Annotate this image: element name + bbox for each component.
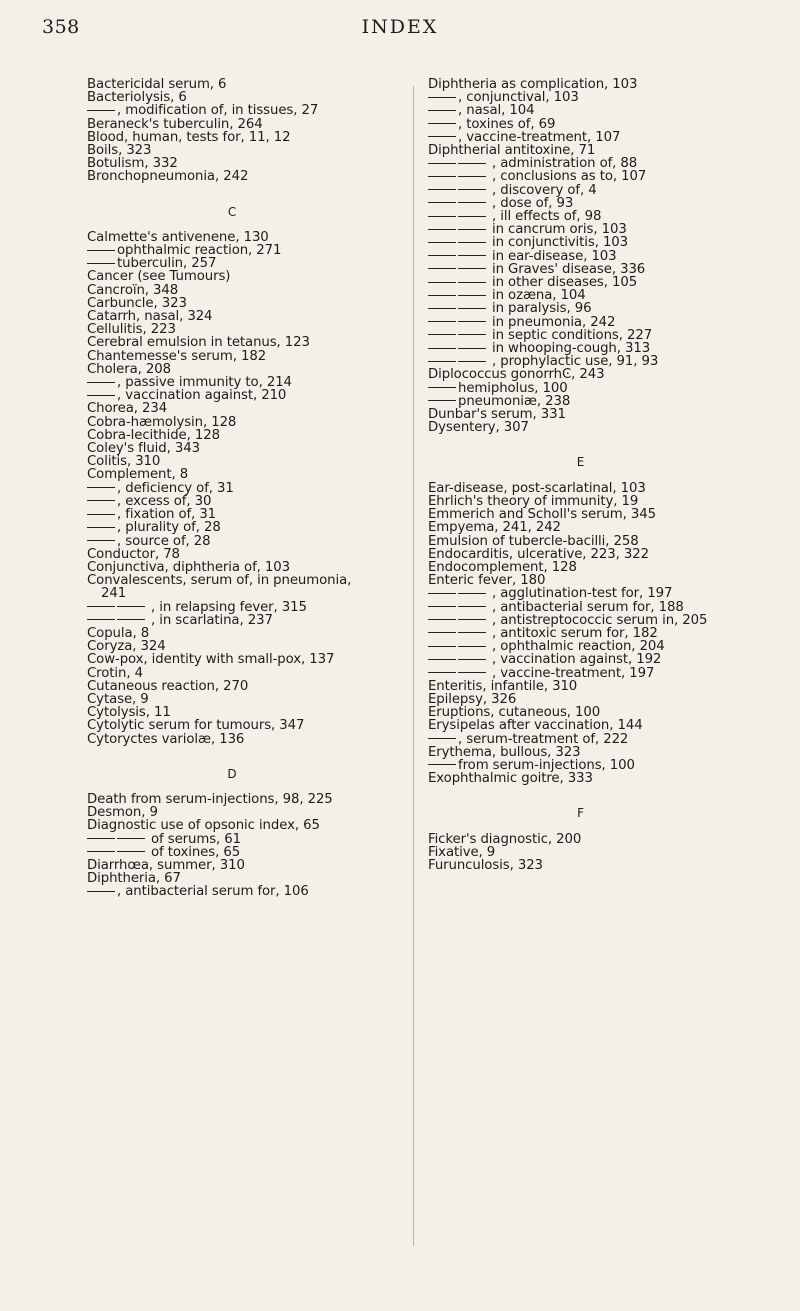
repeat-dash xyxy=(458,268,486,269)
index-entry-text: Emulsion of tubercle-bacilli, 258 xyxy=(428,533,639,549)
index-entry-text: Blood, human, tests for, 11, 12 xyxy=(87,129,291,145)
repeat-dash xyxy=(428,606,456,607)
section-letter: F xyxy=(577,806,584,821)
index-entry-text: Boils, 323 xyxy=(87,143,152,159)
repeat-dash xyxy=(428,361,456,362)
repeat-dash xyxy=(458,216,486,217)
index-entry-text: , antibacterial serum for, 188 xyxy=(492,599,684,615)
index-entry-text: Endocomplement, 128 xyxy=(428,559,577,575)
index-entry-text: Cutaneous reaction, 270 xyxy=(87,678,249,694)
index-entry-text: Empyema, 241, 242 xyxy=(428,520,561,536)
index-entry-text: Cerebral emulsion in tetanus, 123 xyxy=(87,335,310,351)
index-entry-text: , vaccination against, 210 xyxy=(117,388,287,404)
repeat-dash xyxy=(117,619,145,620)
repeat-dash xyxy=(87,891,115,892)
repeat-dash xyxy=(428,110,456,111)
repeat-dash xyxy=(87,514,115,515)
index-entry-text: Coryza, 324 xyxy=(87,639,166,655)
repeat-dash xyxy=(458,334,486,335)
repeat-dash xyxy=(458,672,486,673)
index-entry-text: Diagnostic use of opsonic index, 65 xyxy=(87,818,320,834)
index-entry-text: , toxines of, 69 xyxy=(458,116,556,132)
index-entry-text: , deficiency of, 31 xyxy=(117,480,234,496)
index-entry-text: in cancrum oris, 103 xyxy=(492,222,627,238)
index-entry-text: , passive immunity to, 214 xyxy=(117,375,292,391)
index-entry-text: Endocarditis, ulcerative, 223, 322 xyxy=(428,546,649,562)
index-entry-text: from serum-injections, 100 xyxy=(458,757,635,773)
repeat-dash xyxy=(87,527,115,528)
repeat-dash xyxy=(428,764,456,765)
index-entry-text: pneumoniæ, 238 xyxy=(458,393,571,409)
index-entry-text: Copula, 8 xyxy=(87,625,150,641)
repeat-dash xyxy=(428,268,456,269)
repeat-dash xyxy=(117,851,145,852)
index-entry-text: of serums, 61 xyxy=(151,831,241,847)
repeat-dash xyxy=(428,216,456,217)
repeat-dash xyxy=(428,334,456,335)
index-entry-text: Dysentery, 307 xyxy=(428,420,529,436)
repeat-dash xyxy=(87,500,115,501)
index-entry-text: Colitis, 310 xyxy=(87,454,161,470)
section-letter: C xyxy=(227,204,237,219)
repeat-dash xyxy=(428,123,456,124)
index-entry-text: in whooping-cough, 313 xyxy=(492,341,651,357)
index-entry-text: in conjunctivitis, 103 xyxy=(492,235,629,251)
index-entry-text: , vaccine-treatment, 197 xyxy=(492,665,655,681)
repeat-dash xyxy=(428,97,456,98)
index-entry-text: , antibacterial serum for, 106 xyxy=(117,884,309,900)
index-entry-text: of toxines, 65 xyxy=(151,844,241,860)
index-entry-text: Botulism, 332 xyxy=(87,156,178,172)
index-entry-text: Catarrh, nasal, 324 xyxy=(87,309,213,325)
index-entry-text: in Graves' disease, 336 xyxy=(492,261,646,277)
repeat-dash xyxy=(428,632,456,633)
index-entry-text: , conclusions as to, 107 xyxy=(492,169,647,185)
index-entry-text: , discovery of, 4 xyxy=(492,182,597,198)
index-entry-text: Death from serum-injections, 98, 225 xyxy=(87,791,333,807)
index-entry xyxy=(87,733,377,746)
index-entry-text: , fixation of, 31 xyxy=(117,507,217,523)
index-column-left xyxy=(87,78,377,899)
index-entry-text: Cellulitis, 223 xyxy=(87,322,176,338)
index-entry-text: , in relapsing fever, 315 xyxy=(151,599,307,615)
repeat-dash xyxy=(458,176,486,177)
index-entry xyxy=(87,885,377,898)
repeat-dash xyxy=(428,163,456,164)
repeat-dash xyxy=(428,282,456,283)
index-entry-text: Cancroïn, 348 xyxy=(87,282,179,298)
index-entry-text: hemipholus, 100 xyxy=(458,380,568,396)
repeat-dash xyxy=(428,348,456,349)
repeat-dash xyxy=(428,321,456,322)
index-entry-text: Cytase, 9 xyxy=(87,691,149,707)
index-entry-text: Cobra-lecithide, 128 xyxy=(87,427,220,443)
repeat-dash xyxy=(87,263,115,264)
repeat-dash xyxy=(87,838,115,839)
index-entry-text: Dunbar's serum, 331 xyxy=(428,407,566,423)
index-entry-text: tuberculin, 257 xyxy=(117,256,217,272)
index-entry-text: Diplococcus gonorrhϾ, 243 xyxy=(428,367,605,383)
index-entry-text: Exophthalmic goitre, 333 xyxy=(428,771,593,787)
index-entry-text: Cancer (see Tumours) xyxy=(87,269,231,285)
index-entry-text: , excess of, 30 xyxy=(117,493,212,509)
index-entry-text: , ophthalmic reaction, 204 xyxy=(492,639,665,655)
repeat-dash xyxy=(458,163,486,164)
index-entry-text: , administration of, 88 xyxy=(492,156,638,172)
repeat-dash xyxy=(428,738,456,739)
index-entry xyxy=(87,170,377,183)
index-entry-text: , serum-treatment of, 222 xyxy=(458,731,629,747)
index-entry-text: Carbuncle, 323 xyxy=(87,295,187,311)
repeat-dash xyxy=(458,202,486,203)
index-entry-text: Fixative, 9 xyxy=(428,844,496,860)
index-entry-text: Diphtherial antitoxine, 71 xyxy=(428,143,596,159)
index-entry-text: Chorea, 234 xyxy=(87,401,168,417)
repeat-dash xyxy=(87,540,115,541)
repeat-dash xyxy=(428,646,456,647)
index-entry xyxy=(428,184,733,197)
repeat-dash xyxy=(458,348,486,349)
index-entry-text: , plurality of, 28 xyxy=(117,520,221,536)
index-entry-text: Conductor, 78 xyxy=(87,546,180,562)
repeat-dash xyxy=(458,255,486,256)
index-entry-text: Bacteriolysis, 6 xyxy=(87,90,187,106)
repeat-dash xyxy=(458,646,486,647)
repeat-dash xyxy=(458,229,486,230)
repeat-dash xyxy=(458,242,486,243)
repeat-dash xyxy=(87,110,115,111)
index-entry-text: Furunculosis, 323 xyxy=(428,857,543,873)
repeat-dash xyxy=(87,851,115,852)
repeat-dash xyxy=(458,619,486,620)
repeat-dash xyxy=(458,189,486,190)
page-title: INDEX xyxy=(361,16,439,38)
repeat-dash xyxy=(428,400,456,401)
repeat-dash xyxy=(428,176,456,177)
index-entry-text: Ehrlich's theory of immunity, 19 xyxy=(428,493,639,509)
repeat-dash xyxy=(458,593,486,594)
repeat-dash xyxy=(117,606,145,607)
repeat-dash xyxy=(87,395,115,396)
index-entry-text: , dose of, 93 xyxy=(492,195,574,211)
index-entry-text: Conjunctiva, diphtheria of, 103 xyxy=(87,559,290,575)
repeat-dash xyxy=(428,229,456,230)
index-entry-text: Cytolysis, 11 xyxy=(87,705,171,721)
index-entry-text: Enteritis, infantile, 310 xyxy=(428,678,578,694)
repeat-dash xyxy=(87,250,115,251)
section-letter: D xyxy=(227,766,237,781)
repeat-dash xyxy=(428,295,456,296)
index-entry-text: in ozæna, 104 xyxy=(492,288,586,304)
index-entry-text: , antistreptococcic serum in, 205 xyxy=(492,612,708,628)
index-entry-text: Cow-pox, identity with small-pox, 137 xyxy=(87,652,335,668)
index-entry-text: , ill effects of, 98 xyxy=(492,209,602,225)
index-entry-text: Crotin, 4 xyxy=(87,665,143,681)
repeat-dash xyxy=(458,632,486,633)
repeat-dash xyxy=(87,606,115,607)
page-number: 358 xyxy=(42,16,80,38)
repeat-dash xyxy=(428,136,456,137)
index-entry-text: Calmette's antivenene, 130 xyxy=(87,229,269,245)
repeat-dash xyxy=(458,659,486,660)
repeat-dash xyxy=(87,619,115,620)
index-entry-text: Enteric fever, 180 xyxy=(428,573,546,589)
index-entry-text: Bronchopneumonia, 242 xyxy=(87,169,249,185)
index-entry-text: , antitoxic serum for, 182 xyxy=(492,625,658,641)
repeat-dash xyxy=(428,202,456,203)
index-entry-text: , prophylactic use, 91, 93 xyxy=(492,354,659,370)
index-entry-text: ophthalmic reaction, 271 xyxy=(117,243,282,259)
index-entry-text: , vaccine-treatment, 107 xyxy=(458,129,621,145)
index-entry-text: Diarrhœa, summer, 310 xyxy=(87,857,245,873)
index-entry-text: Bactericidal serum, 6 xyxy=(87,77,227,92)
repeat-dash xyxy=(428,242,456,243)
index-entry-text: , conjunctival, 103 xyxy=(458,90,579,106)
repeat-dash xyxy=(428,672,456,673)
index-entry-text: , nasal, 104 xyxy=(458,103,535,119)
index-entry-text: Desmon, 9 xyxy=(87,805,158,821)
repeat-dash xyxy=(428,659,456,660)
repeat-dash xyxy=(458,606,486,607)
repeat-dash xyxy=(458,295,486,296)
index-entry-text: Erysipelas after vaccination, 144 xyxy=(428,718,643,734)
index-entry-text: Ficker's diagnostic, 200 xyxy=(428,831,582,847)
index-entry xyxy=(428,421,733,434)
repeat-dash xyxy=(87,487,115,488)
repeat-dash xyxy=(458,321,486,322)
index-entry-text: Erythema, bullous, 323 xyxy=(428,744,581,760)
index-entry-text: , vaccination against, 192 xyxy=(492,652,662,668)
index-entry-text: Convalescents, serum of, in pneumonia, 241 xyxy=(87,573,352,602)
index-entry-text: Chantemesse's serum, 182 xyxy=(87,348,267,364)
index-entry-text: , agglutination-test for, 197 xyxy=(492,586,673,602)
index-entry-text: in other diseases, 105 xyxy=(492,275,638,291)
repeat-dash xyxy=(458,282,486,283)
repeat-dash xyxy=(428,593,456,594)
index-entry xyxy=(87,574,377,600)
index-entry-text: Cytoryctes variolæ, 136 xyxy=(87,731,245,747)
index-entry-text: in septic conditions, 227 xyxy=(492,327,653,343)
index-entry-text: , in scarlatina, 237 xyxy=(151,612,273,628)
index-entry-text: Epilepsy, 326 xyxy=(428,691,517,707)
repeat-dash xyxy=(458,361,486,362)
index-entry-text: Eruptions, cutaneous, 100 xyxy=(428,705,601,721)
repeat-dash xyxy=(458,308,486,309)
index-entry-text: , modification of, in tissues, 27 xyxy=(117,103,319,119)
repeat-dash xyxy=(428,255,456,256)
index-entry-text: Beraneck's tuberculin, 264 xyxy=(87,116,263,132)
repeat-dash xyxy=(428,189,456,190)
column-divider xyxy=(413,86,414,1246)
repeat-dash xyxy=(428,387,456,388)
index-entry-text: in pneumonia, 242 xyxy=(492,314,616,330)
index-entry-text: Ear-disease, post-scarlatinal, 103 xyxy=(428,480,646,496)
index-entry-text: Cobra-hæmolysin, 128 xyxy=(87,414,237,430)
index-entry-text: , source of, 28 xyxy=(117,533,211,549)
index-entry-text: Cytolytic serum for tumours, 347 xyxy=(87,718,305,734)
index-entry-text: Diphtheria, 67 xyxy=(87,871,181,887)
index-entry xyxy=(428,772,733,785)
index-entry-text: in paralysis, 96 xyxy=(492,301,592,317)
section-letter: E xyxy=(576,455,585,470)
index-entry-text: Complement, 8 xyxy=(87,467,189,483)
repeat-dash xyxy=(87,382,115,383)
index-entry-text: Coley's fluid, 343 xyxy=(87,441,200,457)
index-entry-text: Diphtheria as complication, 103 xyxy=(428,77,638,92)
repeat-dash xyxy=(117,838,145,839)
repeat-dash xyxy=(428,308,456,309)
index-entry-text: Cholera, 208 xyxy=(87,361,171,377)
index-column-right xyxy=(428,78,733,872)
index-entry-text: in ear-disease, 103 xyxy=(492,248,617,264)
index-entry xyxy=(428,859,733,872)
repeat-dash xyxy=(428,619,456,620)
index-entry-text: Emmerich and Scholl's serum, 345 xyxy=(428,507,656,523)
